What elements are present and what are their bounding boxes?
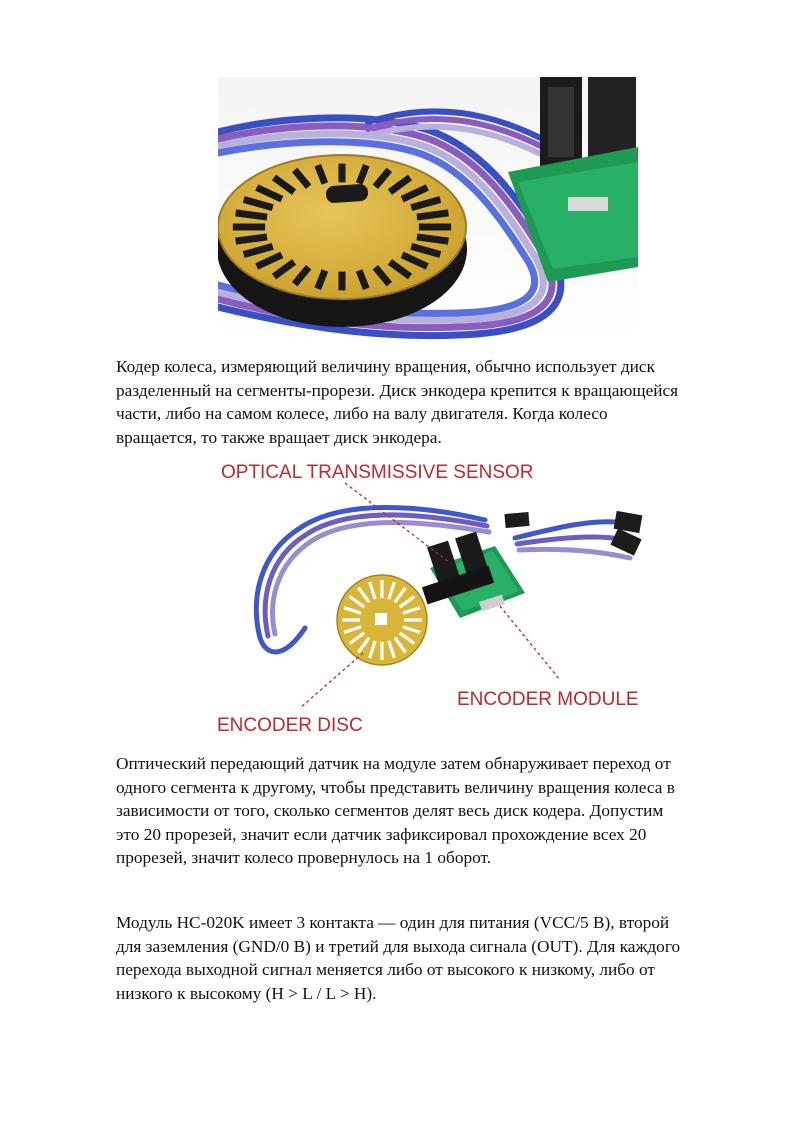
paragraph-line: части, либо на самом колесе, либо на валу двигателя. Когда колесо xyxy=(116,404,608,423)
disc-slot xyxy=(417,213,448,217)
paragraph-module-pins xyxy=(116,911,746,1005)
paragraph-line: для заземления (GND/0 В) и третий для выхода сигнала (OUT). Для каждого xyxy=(116,936,681,956)
paragraph-line: перехода выходной сигнал меняется либо от высокого к низкому, либо от xyxy=(116,960,655,979)
paragraph-line: это 20 прорезей, значит если датчик зафиксировал прохождение всех 20 xyxy=(116,824,647,844)
paragraph-line: прорезей, значит колесо провернулось на 1 оборот. xyxy=(116,848,492,867)
paragraph-line: зависимости от того, сколько сегментов делят весь диск кодера. Допустим xyxy=(116,801,664,820)
paragraph-line: Модуль HC-020K имеет 3 контакта — один для питания (VCC/5 В), второй xyxy=(116,913,670,932)
paragraph-line: вращается, то также вращает диск энкодера. xyxy=(116,427,442,447)
disc-slot xyxy=(417,237,448,241)
disc-slot xyxy=(236,213,267,217)
sensor-label: OPTICAL TRANSMISSIVE SENSOR xyxy=(221,462,534,483)
paragraph-optical-sensor xyxy=(116,752,746,870)
paragraph-line: одного сегмента к другому, чтобы представить величину вращения колеса в xyxy=(116,777,675,797)
encoder-disc-illustration xyxy=(218,77,638,342)
paragraph-line: Оптический передающий датчик на модуле затем обнаруживает переход от xyxy=(116,754,671,773)
encoder-disc-icon xyxy=(337,575,427,665)
paragraph-encoder-intro xyxy=(116,355,746,449)
paragraph-line: низкого к высокому (H > L / L > H). xyxy=(116,983,377,1003)
paragraph-line: разделенный на сегменты-прорези. Диск энкодера крепится к вращающейся xyxy=(116,380,679,400)
encoder-module-photo xyxy=(205,458,650,740)
disc-label: ENCODER DISC xyxy=(217,715,363,736)
encoder-module-illustration xyxy=(205,458,650,740)
disc-slot xyxy=(236,237,267,241)
paragraph-line: Кодер колеса, измеряющий величину вращения, обычно использует диск xyxy=(116,357,655,376)
encoder-disc-photo xyxy=(218,77,638,342)
module-label: ENCODER MODULE xyxy=(457,689,639,710)
